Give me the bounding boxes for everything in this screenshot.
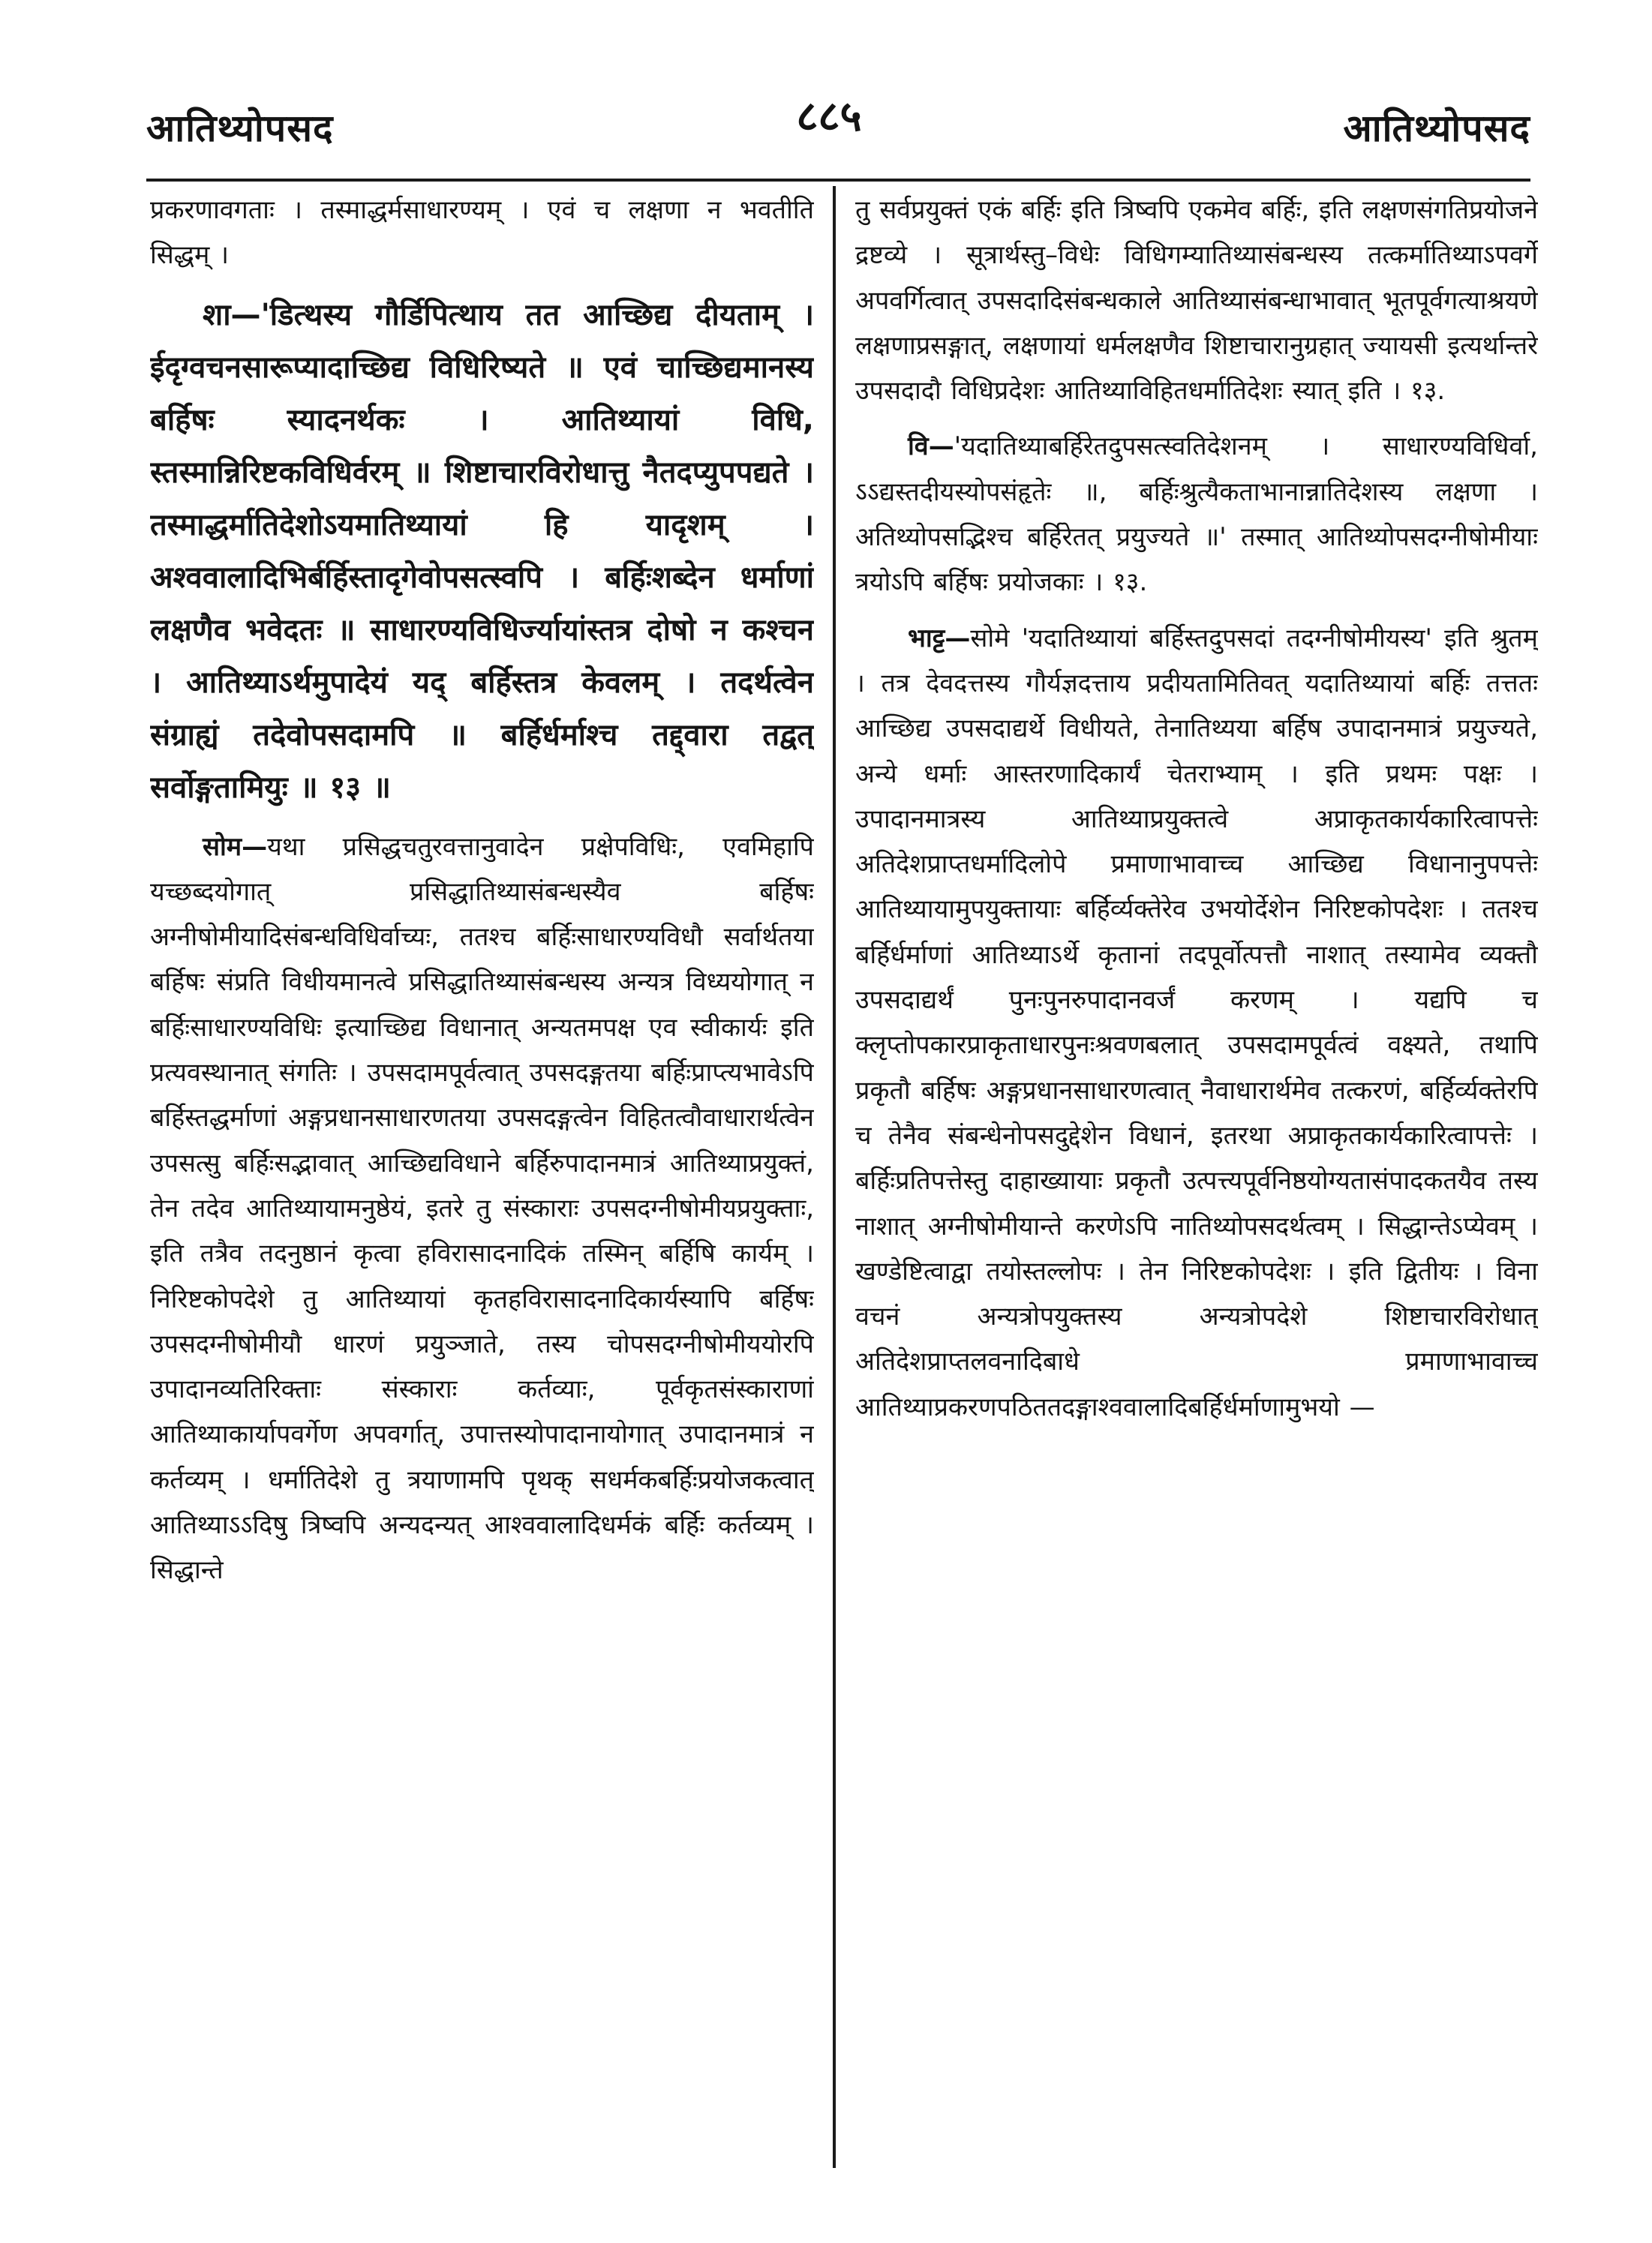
paragraph-vi: [855, 424, 1538, 605]
running-head-left: आतिथ्योपसद: [146, 107, 334, 150]
commentary-text: यथा प्रसिद्धचतुरवत्तानुवादेन प्रक्षेपविधिः, एवमिहापि यच्छब्दयोगात् प्रसिद्धातिथ्यासंबन्धस्यैव बर्हिषः अग्नीषोमीयादिसंबन्धविधिर्वाच्यः, ततश्च बर्हिःसाधारण्यविधौ सर्वार्थतया बर्हिषः संप्रति विधीयमानत्वे प्रसिद्धातिथ्यासंबन्धस्य अन्यत्र विध्ययोगात् न बर्हिःसाधारण्यविधिः इत्याच्छिद्य विधानात् अन्यतमपक्ष एव स्वीकार्यः इति प्रत्यवस्थानात् संगतिः । उपसदामपूर्वत्वात् उपसदङ्गतया बर्हिःप्राप्त्यभावेऽपि बर्हिस्तद्धर्माणां अङ्गप्रधानसाधारणतया उपसदङ्गत्वेन विहितत्वौवाधारार्थत्वेन उपसत्सु बर्हिःसद्भावात् आच्छिद्यविधाने बर्हिरुपादानमात्रं आतिथ्याप्रयुक्तं, तेन तदेव आतिथ्यायामनुष्ठेयं, इतरे तु संस्काराः उपसदग्नीषोमीयप्रयुक्ताः, इति तत्रैव तदनुष्ठानं कृत्वा हविरासादनादिकं तस्मिन् बर्हिषि कार्यम् । निरिष्टकोपदेशे तु आतिथ्यायां कृतहविरासादनादिकार्यस्यापि बर्हिषः उपसदग्नीषोमीयौ धारणं प्रयुञ्जाते, तस्य चोपसदग्नीषोमीययोरपि उपादानव्यतिरिक्ताः संस्काराः कर्तव्याः, पूर्वकृतसंस्काराणां आतिथ्याकार्यापवर्गेण अपवर्गात्, उपात्तस्योपादानायोगात् उपादानमात्रं न कर्तव्यम् । धर्मातिदेशे तु त्रयाणामपि पृथक् सधर्मकबर्हिःप्रयोजकत्वात् आतिथ्याऽऽदिषु त्रिष्वपि अन्यदन्यत् आश्ववालादिधर्मकं बर्हिः कर्तव्यम् । सिद्धान्ते: [150, 831, 814, 1586]
header-rule: [146, 179, 1530, 182]
speaker-bhatta: भाट्ट—: [908, 623, 971, 653]
paragraph-bhatta: [855, 616, 1538, 1430]
running-head-right: आतिथ्योपसद: [1343, 107, 1530, 150]
speaker-vi: वि—: [908, 431, 954, 462]
paragraph-prakaranavagatah: प्रकरणावगताः । तस्माद्धर्मसाधारण्यम् । एवं च लक्षणा न भवतीति सिद्धम् ।: [150, 195, 814, 271]
page-header: [128, 79, 1530, 161]
page-number: ८८५: [796, 92, 862, 141]
paragraph-soma: [150, 824, 814, 1593]
commentary-text: सोमे 'यदातिथ्यायां बर्हिस्तदुपसदां तदग्नीषोमीयस्य' इति श्रुतम् । तत्र देवदत्तस्य गौर्यज्ञदत्ताय प्रदीयतामितिवत् यदातिथ्यायां बर्हिः तत्ततः आच्छिद्य उपसदाद्यर्थे विधीयते, तेनातिथ्यया बर्हिष उपादानमात्रं प्रयुज्यते, अन्ये धर्माः आस्तरणादिकार्यं चेतराभ्याम् । इति प्रथमः पक्षः । उपादानमात्रस्य आतिथ्याप्रयुक्तत्वे अप्राकृतकार्यकारित्वापत्तेः अतिदेशप्राप्तधर्मादिलोपे प्रमाणाभावाच्च आच्छिद्य विधानानुपपत्तेः आतिथ्यायामुपयुक्तायाः बर्हिर्व्यक्तेरेव उभयोर्देशेन निरिष्टकोपदेशः । ततश्च बर्हिर्धर्माणां आतिथ्याऽर्थे कृतानां तदपूर्वोत्पत्तौ नाशात् तस्यामेव व्यक्तौ उपसदाद्यर्थं पुनःपुनरुपादानवर्जं करणम् । यद्यपि च क्लृप्तोपकारप्राकृताधारपुनःश्रवणबलात् उपसदामपूर्वत्वं वक्ष्यते, तथापि प्रकृतौ बर्हिषः अङ्गप्रधानसाधारणत्वात् नैवाधारार्थमेव तत्करणं, बर्हिर्व्यक्तेरपि च तेनैव संबन्धेनोपसदुद्देशेन विधानं, इतरथा अप्राकृतकार्यकारित्वापत्तेः । बर्हिःप्रतिपत्तेस्तु दाहाख्यायाः प्रकृतौ उत्पत्त्यपूर्वनिष्ठयोग्यतासंपादकतयैव तस्य नाशात् अग्नीषोमीयान्ते करणेऽपि नातिथ्योपसदर्थत्वम् । सिद्धान्तेऽप्येवम् । खण्डेष्टित्वाद्वा तयोस्तल्लोपः । तेन निरिष्टकोपदेशः । इति द्वितीयः । विना वचनं अन्यत्रोपयुक्तस्य अन्यत्रोपदेशे शिष्टाचारविरोधात् अतिदेशप्राप्तलवनादिबाधे प्रमाणाभावाच्च आतिथ्याप्रकरणपठिततदङ्गाश्ववालादिबर्हिर्धर्माणामुभयो —: [855, 623, 1538, 1422]
speaker-soma: सोम—: [203, 831, 268, 862]
speaker-sha: शा—: [203, 297, 261, 332]
verse-text: 'डित्थस्य गौर्डिपित्थाय तत आच्छिद्य दीयताम् । ईदृग्वचनसारूप्यादाच्छिद्य विधिरिष्यते ॥ एवं चाच्छिद्यमानस्य बर्हिषः स्यादनर्थकः । आतिथ्यायां विधि, स्तस्मान्निरिष्टकविधिर्वरम् ॥ शिष्टाचारविरोधात्तु नैतदप्युपपद्यते । तस्माद्धर्मातिदेशोऽयमातिथ्यायां हि यादृशम् । अश्ववालादिभिर्बर्हिस्तादृगेवोपसत्स्वपि । बर्हिःशब्देन धर्माणां लक्षणैव भवेदतः ॥ साधारण्यविधिर्ज्यायांस्तत्र दोषो न कश्चन । आतिथ्याऽर्थमुपादेयं यद् बर्हिस्तत्र केवलम् । तदर्थत्वेन संग्राह्यं तदेवोपसदामपि ॥ बर्हिर्धर्माश्च तद्द्वारा तद्वत् सर्वोङ्गतामियुः ॥ १३ ॥: [150, 297, 814, 805]
verse-text: 'यदातिथ्याबर्हिरेतदुपसत्स्वतिदेशनम् । साधारण्यविधिर्वा, ऽऽद्यस्तदीयस्योपसंहृतेः ॥, बर्हिःश्रुत्यैकताभानान्नातिदेशस्य लक्षणा । अतिथ्योपसद्भिश्च बर्हिरेतत् प्रयुज्यते ॥' तस्मात् आतिथ्योपसदग्नीषोमीयाः त्रयोऽपि बर्हिषः प्रयोजकाः । १३.: [855, 431, 1538, 598]
left-column: [150, 188, 814, 2168]
paragraph-sutrartha: तु सर्वप्रयुक्तं एकं बर्हिः इति त्रिष्वपि एकमेव बर्हिः, इति लक्षणसंगतिप्रयोजने द्रष्टव्ये । सूत्रार्थस्तु–विधेः विधिगम्यातिथ्यासंबन्धस्य तत्कर्मातिथ्याऽपवर्गे अपवर्गित्वात् उपसदादिसंबन्धकाले आतिथ्यासंबन्धाभावात् भूतपूर्वगत्याश्रयणे लक्षणाप्रसङ्गात्, लक्षणायां धर्मलक्षणैव शिष्टाचारानुग्रहात् ज्यायसी इत्यर्थान्तरे उपसदादौ विधिप्रदेशः आतिथ्याविहितधर्मातिदेशः स्यात् इति । १३.: [855, 195, 1538, 407]
right-column: [855, 188, 1538, 2168]
column-divider: [833, 186, 836, 2168]
paragraph-shastra-dipika: [150, 289, 814, 814]
